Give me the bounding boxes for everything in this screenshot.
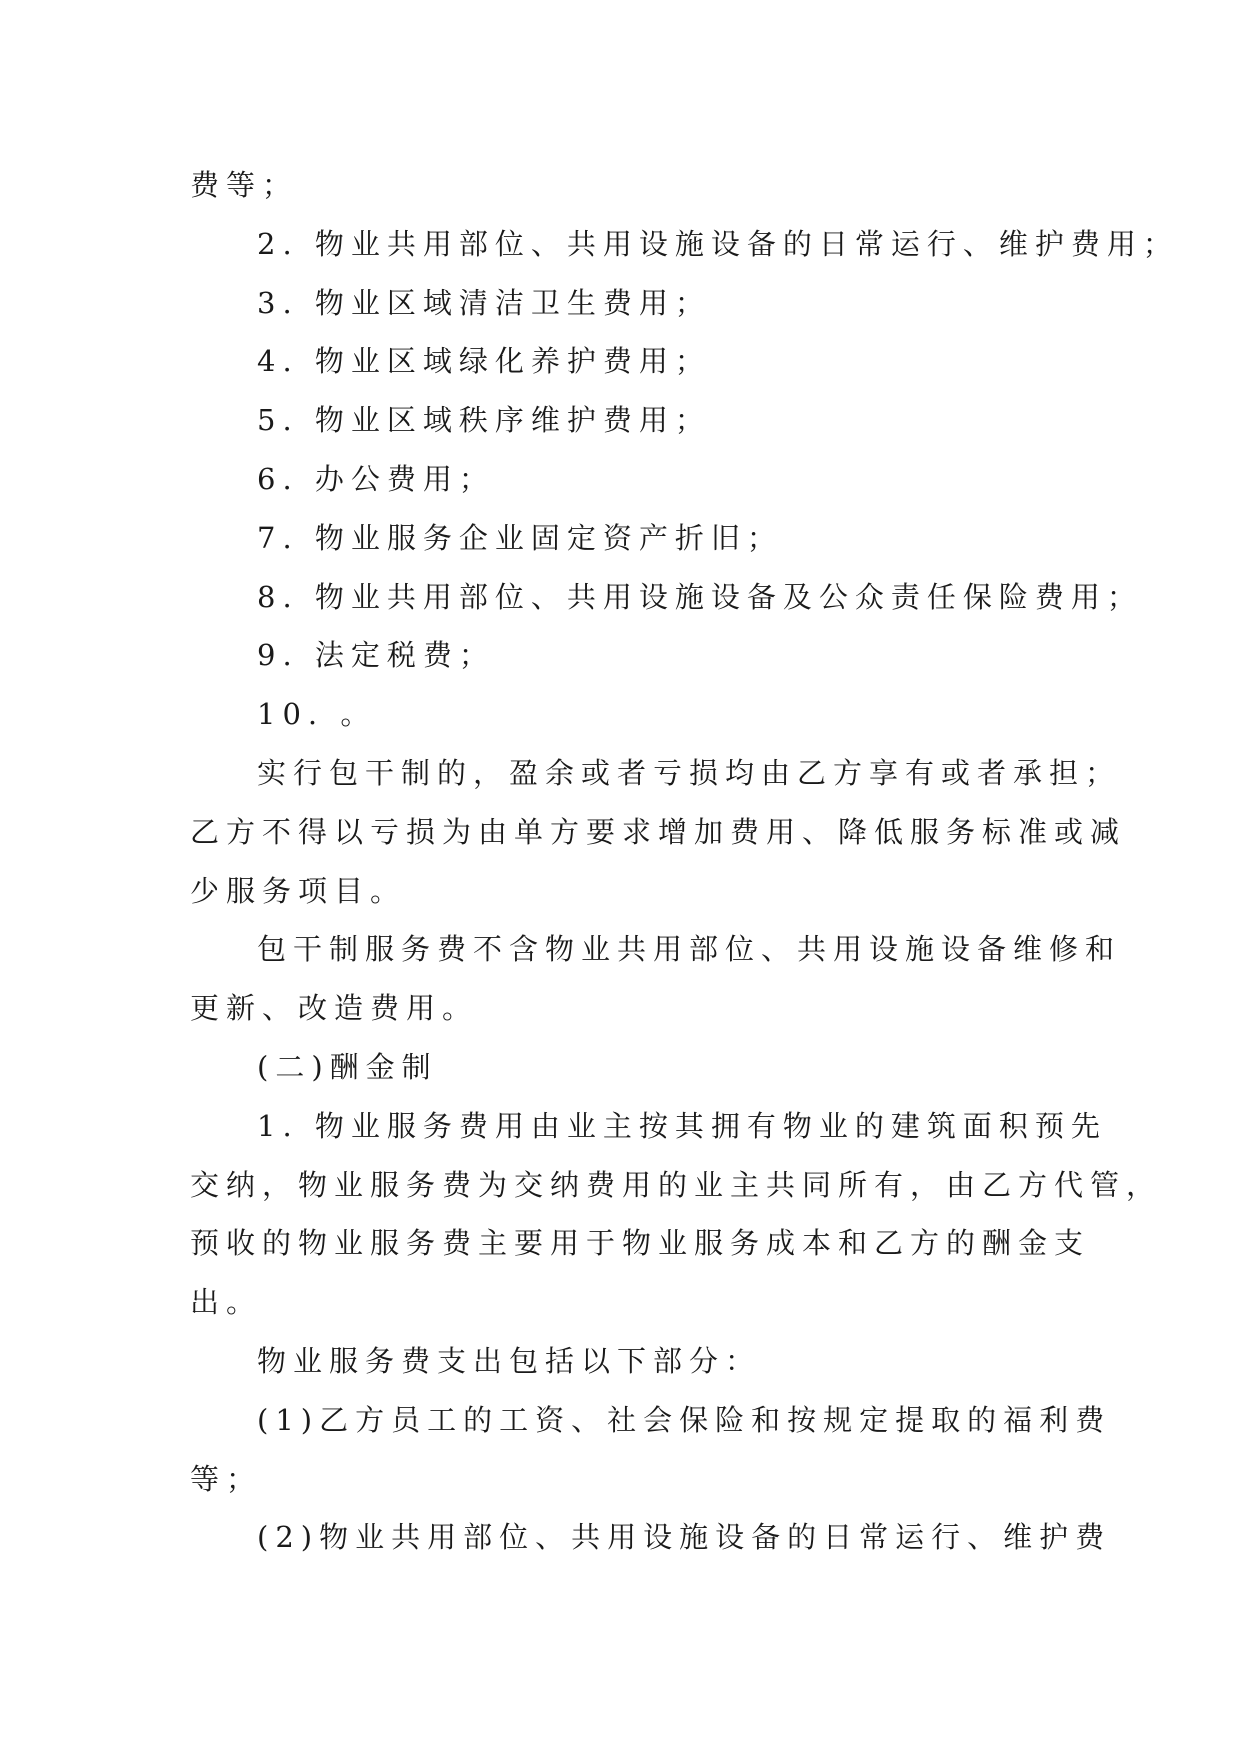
text-line: 预收的物业服务费主要用于物业服务成本和乙方的酬金支 xyxy=(190,1226,1091,1261)
text-line: 4. 物业区域绿化养护费用； xyxy=(257,344,711,379)
document-body xyxy=(190,156,1179,1567)
text-line: 交纳，物业服务费为交纳费用的业主共同所有，由乙方代管， xyxy=(190,1167,1163,1202)
text-line: 2. 物业共用部位、共用设施设备的日常运行、维护费用； xyxy=(257,226,1179,261)
text-line: 费等； xyxy=(190,168,299,202)
text-line: (二)酬金制 xyxy=(257,1049,438,1084)
text-line: (2)物业共用部位、共用设施设备的日常运行、维护费 xyxy=(257,1520,1112,1555)
text-line: 实行包干制的，盈余或者亏损均由乙方享有或者承担； xyxy=(257,755,1122,790)
text-line: 出。 xyxy=(190,1285,263,1320)
text-line: 10. 。 xyxy=(257,697,377,732)
text-line: 乙方不得以亏损为由单方要求增加费用、降低服务标准或减 xyxy=(190,814,1127,849)
text-line: 1. 物业服务费用由业主按其拥有物业的建筑面积预先 xyxy=(257,1108,1107,1143)
text-line: 7. 物业服务企业固定资产折旧； xyxy=(257,520,783,555)
text-line: 5. 物业区域秩序维护费用； xyxy=(257,403,711,438)
text-line: 3. 物业区域清洁卫生费用； xyxy=(257,285,711,320)
text-line: 等； xyxy=(190,1461,263,1496)
text-line: 物业服务费支出包括以下部分： xyxy=(257,1343,762,1378)
text-line: 6. 办公费用； xyxy=(257,461,495,496)
text-line: 8. 物业共用部位、共用设施设备及公众责任保险费用； xyxy=(257,579,1143,614)
text-line: 更新、改造费用。 xyxy=(190,991,479,1026)
text-line: 包干制服务费不含物业共用部位、共用设施设备维修和 xyxy=(257,932,1122,967)
text-line: 9. 法定税费； xyxy=(257,638,495,673)
text-line: 少服务项目。 xyxy=(190,873,407,908)
text-line: (1)乙方员工的工资、社会保险和按规定提取的福利费 xyxy=(257,1402,1112,1437)
